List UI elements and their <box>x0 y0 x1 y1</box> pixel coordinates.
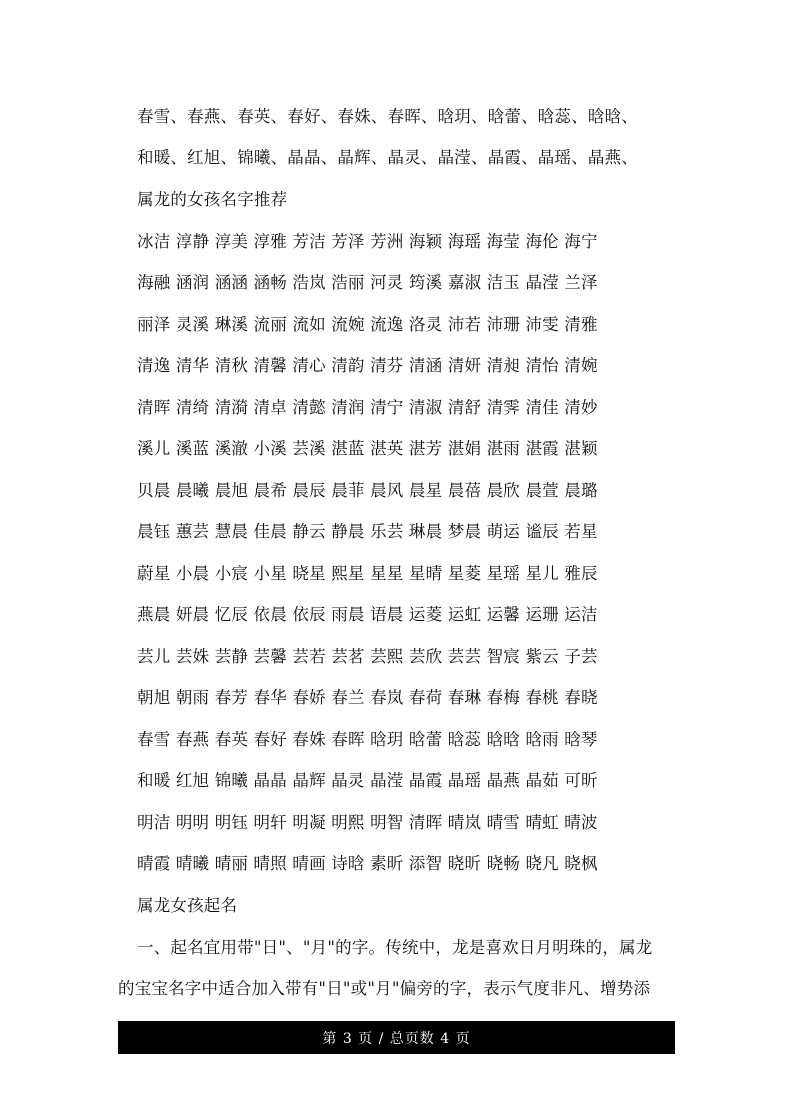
name-row: 清逸 清华 清秋 清馨 清心 清韵 清芬 清涵 清妍 清昶 清怡 清婉 <box>137 356 598 375</box>
name-row: 明洁 明明 明钰 明轩 明凝 明熙 明智 清晖 晴岚 晴雪 晴虹 晴波 <box>137 813 598 832</box>
name-row: 海融 涵润 涵涵 涵畅 浩岚 浩丽 河灵 筠溪 嘉淑 洁玉 晶滢 兰泽 <box>137 273 598 292</box>
name-row: 芸儿 芸姝 芸静 芸馨 芸若 芸茗 芸熙 芸欣 芸芸 智宸 紫云 子芸 <box>137 647 598 666</box>
name-row: 晴霞 晴曦 晴丽 晴照 晴画 诗晗 素昕 添智 晓昕 晓畅 晓凡 晓枫 <box>137 854 598 873</box>
name-row: 蔚星 小晨 小宸 小星 晓星 熙星 星星 星晴 星菱 星瑶 星儿 雅辰 <box>137 564 598 583</box>
paragraph-line: 的宝宝名字中适合加入带有"日"或"月"偏旁的字，表示气度非凡、增势添 <box>118 979 651 998</box>
text-line: 春雪、春燕、春英、春好、春姝、春晖、晗玥、晗蕾、晗蕊、晗晗、 <box>137 107 638 126</box>
name-row: 溪儿 溪蓝 溪澈 小溪 芸溪 湛蓝 湛英 湛芳 湛娟 湛雨 湛霞 湛颖 <box>137 439 598 458</box>
name-row: 贝晨 晨曦 晨旭 晨希 晨辰 晨菲 晨风 晨星 晨蓓 晨欣 晨萱 晨璐 <box>137 481 598 500</box>
section-heading: 属龙女孩起名 <box>137 896 238 915</box>
page-footer <box>118 1021 675 1054</box>
name-row: 清晖 清绮 清漪 清卓 清懿 清润 清宁 清淑 清舒 清霁 清佳 清妙 <box>137 398 598 417</box>
name-row: 和暖 红旭 锦曦 晶晶 晶辉 晶灵 晶滢 晶霞 晶瑶 晶燕 晶茹 可昕 <box>137 771 598 790</box>
name-row: 冰洁 淳静 淳美 淳雅 芳洁 芳泽 芳洲 海颖 海瑶 海莹 海伦 海宁 <box>137 232 598 251</box>
paragraph-line: 一、起名宜用带"日"、"月"的字。传统中，龙是喜欢日月明珠的，属龙 <box>137 938 653 957</box>
name-row: 丽泽 灵溪 琳溪 流丽 流如 流婉 流逸 洛灵 沛若 沛珊 沛雯 清雅 <box>137 315 598 334</box>
name-row: 晨钰 蕙芸 慧晨 佳晨 静云 静晨 乐芸 琳晨 梦晨 萌运 谧辰 若星 <box>137 522 598 541</box>
name-row: 燕晨 妍晨 忆辰 依晨 依辰 雨晨 语晨 运菱 运虹 运馨 运珊 运洁 <box>137 605 598 624</box>
name-row: 春雪 春燕 春英 春好 春姝 春晖 晗玥 晗蕾 晗蕊 晗晗 晗雨 晗琴 <box>137 730 598 749</box>
name-row: 朝旭 朝雨 春芳 春华 春娇 春兰 春岚 春荷 春琳 春梅 春桃 春晓 <box>137 688 598 707</box>
page-number-text: 第 3 页 / 总页数 4 页 <box>322 1030 471 1047</box>
section-heading: 属龙的女孩名字推荐 <box>137 190 288 209</box>
text-line: 和暖、红旭、锦曦、晶晶、晶辉、晶灵、晶滢、晶霞、晶瑶、晶燕、 <box>137 148 638 167</box>
